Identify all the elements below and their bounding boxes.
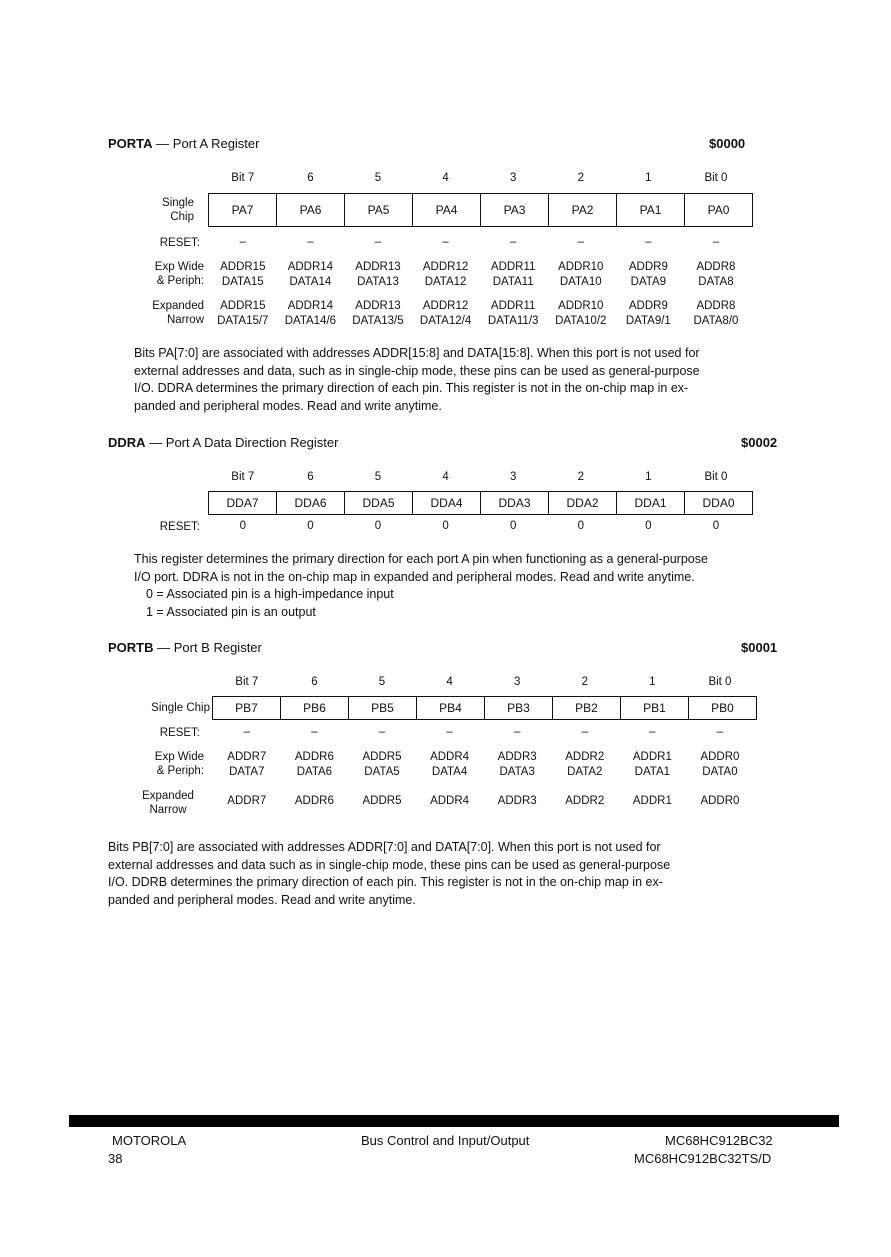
bit-label: 3 <box>513 676 521 688</box>
addr-value: ADDR0 <box>700 795 740 807</box>
addr-value: ADDR12 <box>422 261 469 273</box>
label-line: Narrow <box>149 804 187 816</box>
portb-title <box>108 640 262 655</box>
register-cell: DDA6 <box>277 492 345 514</box>
addr-value: ADDR15 <box>220 300 266 312</box>
addr-value: ADDR15 <box>220 261 266 273</box>
bit-label: 5 <box>378 676 386 688</box>
label-line: Exp Wide <box>154 261 204 273</box>
porta-description <box>134 345 700 415</box>
reset-value: – <box>716 726 724 738</box>
portb-description <box>108 839 670 909</box>
paragraph-line: I/O port. DDRA is not in the on-chip map in expanded and peripheral modes. Read and write anytime. <box>134 569 695 584</box>
bit-label: Bit 0 <box>708 676 732 688</box>
addr-value: ADDR6 <box>294 751 334 763</box>
paragraph-line: Bits PB[7:0] are associated with addresses ADDR[7:0] and DATA[7:0]. When this port is not used for <box>108 840 661 854</box>
ddra-address: $0002 <box>741 435 778 450</box>
porta-address: $0000 <box>709 136 746 151</box>
footer-brand: MOTOROLA <box>112 1133 187 1148</box>
data-value: DATA10 <box>559 275 602 288</box>
addr-value: ADDR7 <box>227 795 267 807</box>
register-cell: PA1 <box>617 194 685 226</box>
addr-value: ADDR3 <box>497 751 537 763</box>
ddra-option-1: 1 = Associated pin is an output <box>146 604 316 619</box>
paragraph-line: I/O. DDRB determines the primary direction of each pin. This register is not in the on-chip map in ex- <box>108 875 663 889</box>
bit-label: 1 <box>649 676 656 688</box>
reset-value: – <box>374 236 382 248</box>
portb-exp-narrow-label <box>130 789 206 817</box>
porta-exp-wide-addr-row <box>209 260 750 275</box>
bit-label: 6 <box>307 172 314 184</box>
portb-reg-name: PORTB <box>108 640 154 655</box>
portb-reg-desc: — Port B Register <box>153 640 262 655</box>
addr-value: ADDR9 <box>628 261 668 273</box>
bit-label: 6 <box>311 676 318 688</box>
reset-value: – <box>577 236 584 248</box>
register-cell: DDA7 <box>209 492 277 514</box>
register-cell: PB6 <box>281 697 349 719</box>
register-cell: PB7 <box>213 697 281 719</box>
bit-label: Bit 0 <box>704 172 728 184</box>
footer-part-number: MC68HC912BC32 <box>665 1133 773 1148</box>
addr-value: ADDR10 <box>558 261 604 273</box>
data-value: DATA8/0 <box>693 314 739 327</box>
data-value: DATA2 <box>567 765 603 778</box>
addr-value: ADDR1 <box>632 751 672 763</box>
addr-value: ADDR0 <box>700 751 740 763</box>
data-value: DATA6 <box>296 765 333 778</box>
data-value: DATA5 <box>364 765 400 778</box>
paragraph-line: Bits PA[7:0] are associated with addresses ADDR[15:8] and DATA[15:8]. When this port is not used for <box>134 346 700 360</box>
register-cell: DDA2 <box>549 492 617 514</box>
paragraph-line: I/O. DDRA determines the primary direction of each pin. This register is not in the on-chip map in ex- <box>134 381 689 395</box>
register-cell: PB3 <box>485 697 553 719</box>
reset-value: 0 <box>577 520 584 532</box>
bit-label: 4 <box>442 471 449 483</box>
portb-register-box <box>212 696 757 720</box>
data-value: DATA0 <box>702 765 738 778</box>
register-cell: PA6 <box>277 194 345 226</box>
reset-value: 0 <box>374 520 382 532</box>
label-line: Expanded <box>152 300 204 312</box>
porta-register-box <box>208 193 753 227</box>
porta-reg-name: PORTA <box>108 136 153 151</box>
addr-value: ADDR9 <box>628 300 668 312</box>
data-value: DATA14 <box>289 275 332 288</box>
reset-value: – <box>645 236 652 248</box>
bit-label: 1 <box>645 471 652 483</box>
addr-value: ADDR8 <box>696 261 736 273</box>
portb-exp-wide-rows <box>213 750 754 779</box>
data-value: DATA1 <box>634 765 671 778</box>
footer-section: Bus Control and Input/Output <box>361 1133 530 1148</box>
reset-value: 0 <box>645 520 652 532</box>
reset-value: – <box>307 236 314 248</box>
bit-label: 2 <box>577 471 584 483</box>
portb-exp-wide-addr-row <box>213 750 754 765</box>
ddra-reset-row <box>209 520 750 532</box>
data-value: DATA13/5 <box>352 314 404 327</box>
ddra-register-box <box>208 491 753 515</box>
porta-exp-narrow-label <box>130 299 204 327</box>
reset-value: 0 <box>442 520 449 532</box>
data-value: DATA15 <box>221 275 264 288</box>
register-cell: DDA5 <box>345 492 413 514</box>
porta-exp-narrow-rows <box>209 299 750 328</box>
portb-exp-wide-data-row <box>213 765 754 780</box>
reset-value: – <box>509 236 517 248</box>
paragraph-line: This register determines the primary direction for each port A pin when functioning as a general-purpose <box>134 552 708 566</box>
reset-value: – <box>649 726 656 738</box>
data-value: DATA9 <box>630 275 667 288</box>
register-cell: DDA3 <box>481 492 549 514</box>
portb-address: $0001 <box>741 640 778 655</box>
reset-value: – <box>243 726 250 738</box>
porta-reg-desc: — Port A Register <box>152 136 260 151</box>
reset-value: 0 <box>239 520 246 532</box>
register-cell: PB2 <box>553 697 621 719</box>
porta-title <box>108 136 259 151</box>
portb-reset-row <box>213 726 754 738</box>
portb-exp-wide-label <box>130 750 204 778</box>
reset-value: – <box>442 236 449 248</box>
portb-reset-label: RESET: <box>159 727 200 739</box>
reset-value: 0 <box>307 520 314 532</box>
reset-value: – <box>712 236 720 248</box>
data-value: DATA11/3 <box>487 314 539 327</box>
bit-label: Bit 0 <box>704 471 728 483</box>
ddra-bit-header <box>209 471 750 483</box>
register-cell: PB5 <box>349 697 417 719</box>
addr-value: ADDR4 <box>430 795 470 807</box>
bit-label: Bit 7 <box>235 676 259 688</box>
reset-value: – <box>239 236 246 248</box>
reset-value: 0 <box>509 520 517 532</box>
porta-exp-wide-label <box>130 260 204 288</box>
label-line: & Periph: <box>156 275 204 287</box>
portb-single-chip-label: Single Chip <box>151 702 210 714</box>
register-cell: PB1 <box>621 697 689 719</box>
porta-bit-header <box>209 172 750 184</box>
register-cell: DDA4 <box>413 492 481 514</box>
addr-value: ADDR7 <box>227 751 267 763</box>
reset-value: – <box>581 726 588 738</box>
addr-value: ADDR14 <box>287 261 334 273</box>
porta-reset-label: RESET: <box>159 237 200 249</box>
reset-value: – <box>513 726 521 738</box>
bit-label: 5 <box>374 471 382 483</box>
addr-value: ADDR3 <box>497 795 537 807</box>
portb-bit-header <box>213 676 754 688</box>
data-value: DATA13 <box>357 275 399 288</box>
register-cell: DDA0 <box>702 496 735 510</box>
bit-label: 2 <box>577 172 584 184</box>
bit-label: 3 <box>509 471 517 483</box>
label-line: Chip <box>170 211 194 223</box>
label-line: Expanded <box>142 790 194 802</box>
ddra-option-0: 0 = Associated pin is a high-impedance input <box>146 587 394 601</box>
addr-value: ADDR5 <box>362 751 402 763</box>
addr-value: ADDR12 <box>422 300 469 312</box>
bit-label: 6 <box>307 471 314 483</box>
paragraph-line: panded and peripheral modes. Read and write anytime. <box>134 398 442 413</box>
paragraph-line: panded and peripheral modes. Read and write anytime. <box>108 892 416 907</box>
label-line: Exp Wide <box>154 751 204 763</box>
porta-reset-row <box>209 236 750 248</box>
data-value: DATA15/7 <box>217 314 269 327</box>
ddra-description <box>134 551 708 621</box>
addr-value: ADDR5 <box>362 795 402 807</box>
data-value: DATA7 <box>229 765 265 778</box>
reset-value: 0 <box>712 520 720 532</box>
addr-value: ADDR13 <box>355 300 401 312</box>
bit-label: 4 <box>442 172 449 184</box>
porta-exp-narrow-addr-row <box>209 299 750 314</box>
register-cell: PA0 <box>707 203 730 217</box>
register-cell: PA4 <box>413 194 481 226</box>
ddra-reg-desc: — Port A Data Direction Register <box>145 435 339 450</box>
portb-exp-narrow-addr-row <box>213 795 754 807</box>
ddra-title <box>108 435 338 450</box>
label-line: Narrow <box>166 314 204 326</box>
register-cell: PA2 <box>549 194 617 226</box>
data-value: DATA14/6 <box>284 314 337 327</box>
label-line: & Periph: <box>156 765 204 777</box>
paragraph-line: external addresses and data such as in single-chip mode, these pins can be used as general-purpose <box>108 857 671 872</box>
reset-value: – <box>378 726 386 738</box>
reset-value: – <box>311 726 318 738</box>
data-value: DATA9/1 <box>625 314 671 327</box>
bit-label: Bit 7 <box>231 471 255 483</box>
porta-exp-wide-data-row <box>209 275 750 290</box>
register-cell: PB0 <box>711 701 734 715</box>
data-value: DATA12 <box>424 275 467 288</box>
data-value: DATA12/4 <box>419 314 472 327</box>
reset-value: – <box>446 726 453 738</box>
porta-exp-narrow-data-row <box>209 314 750 329</box>
data-value: DATA11 <box>492 275 534 288</box>
addr-value: ADDR2 <box>565 751 605 763</box>
addr-value: ADDR11 <box>490 300 536 312</box>
porta-exp-wide-rows <box>209 260 750 289</box>
porta-single-chip-label <box>140 196 194 224</box>
addr-value: ADDR10 <box>558 300 604 312</box>
ddra-reg-name: DDRA <box>108 435 146 450</box>
addr-value: ADDR2 <box>565 795 605 807</box>
addr-value: ADDR11 <box>490 261 536 273</box>
data-value: DATA8 <box>698 275 734 288</box>
bit-label: 4 <box>446 676 453 688</box>
data-value: DATA4 <box>431 765 468 778</box>
addr-value: ADDR8 <box>696 300 736 312</box>
footer-rule <box>69 1115 839 1127</box>
label-line: Single <box>162 197 194 209</box>
addr-value: ADDR4 <box>430 751 470 763</box>
footer-page-number: 38 <box>108 1151 123 1166</box>
register-cell: PA7 <box>209 194 277 226</box>
register-cell: DDA1 <box>617 492 685 514</box>
footer-document-number: MC68HC912BC32TS/D <box>634 1151 772 1166</box>
register-cell: PB4 <box>417 697 485 719</box>
bit-label: 5 <box>374 172 382 184</box>
addr-value: ADDR13 <box>355 261 401 273</box>
addr-value: ADDR1 <box>632 795 672 807</box>
bit-label: Bit 7 <box>231 172 255 184</box>
data-value: DATA3 <box>499 765 535 778</box>
ddra-reset-label: RESET: <box>159 521 200 533</box>
bit-label: 3 <box>509 172 517 184</box>
addr-value: ADDR6 <box>294 795 334 807</box>
data-value: DATA10/2 <box>555 314 607 327</box>
bit-label: 2 <box>581 676 588 688</box>
bit-label: 1 <box>645 172 652 184</box>
register-cell: PA3 <box>481 194 549 226</box>
paragraph-line: external addresses and data, such as in single-chip mode, these pins can be used as general-purpose <box>134 363 700 378</box>
addr-value: ADDR14 <box>287 300 334 312</box>
register-cell: PA5 <box>345 194 413 226</box>
